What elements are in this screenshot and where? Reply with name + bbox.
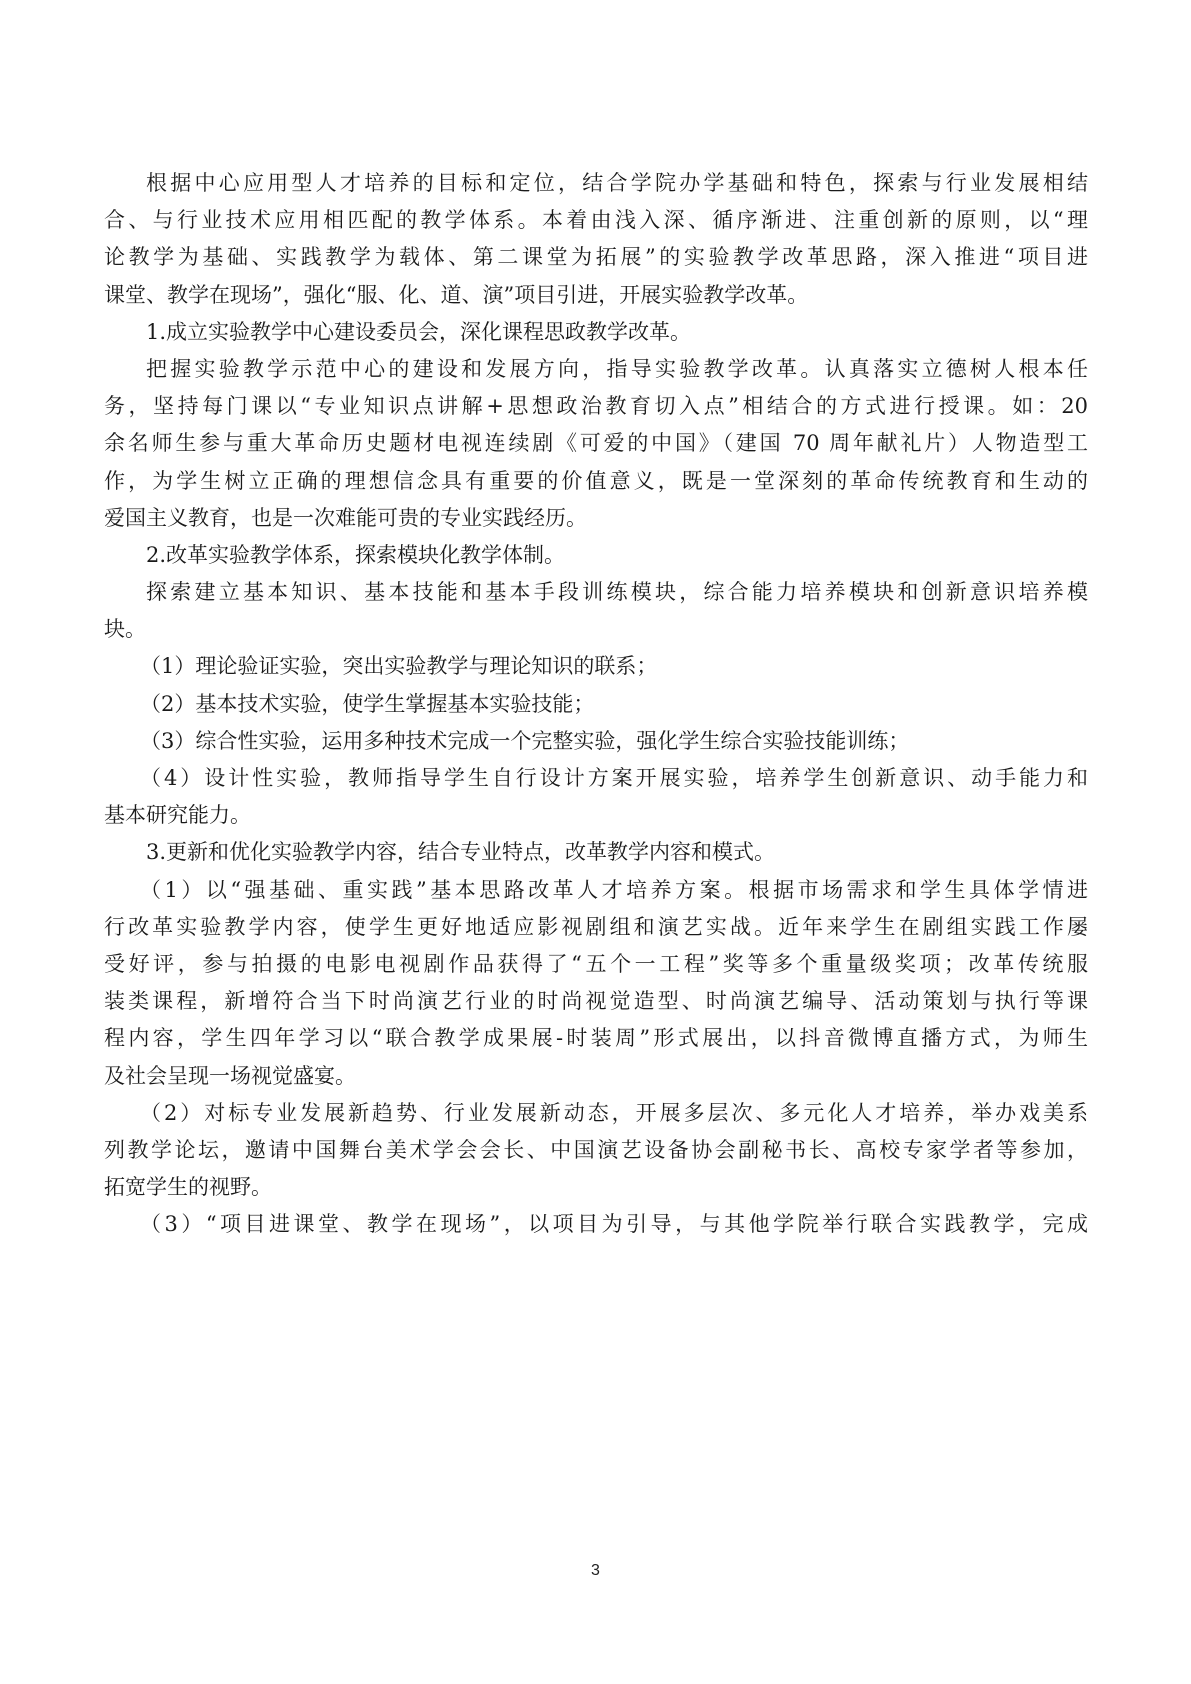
- page-number: 3: [591, 1562, 600, 1579]
- text-line: （1）理论验证实验，突出实验教学与理论知识的联系；: [140, 654, 658, 679]
- text-line: 程内容，学生四年学习以“联合教学成果展-时装周”形式展出，以抖音微博直播方式，为师生: [104, 1026, 1088, 1051]
- text-line: 论教学为基础、实践教学为载体、第二课堂为拓展”的实验教学改革思路，深入推进“项目进: [104, 245, 1088, 270]
- text-line: 行改革实验教学内容，使学生更好地适应影视剧组和演艺实战。近年来学生在剧组实践工作屡: [104, 914, 1088, 939]
- text-line: （2）基本技术实验，使学生掌握基本实验技能；: [140, 691, 595, 716]
- text-line: 务，坚持每门课以“专业知识点讲解+思想政治教育切入点”相结合的方式进行授课。如：20: [104, 394, 1088, 419]
- section-heading-3: [104, 834, 1094, 871]
- text-line: 基本研究能力。: [104, 803, 251, 828]
- text-line: 拓宽学生的视野。: [104, 1175, 272, 1200]
- text-line: 块。: [104, 617, 146, 642]
- list-item: [104, 686, 1094, 723]
- text-line: （2）对标专业发展新趋势、行业发展新动态，开展多层次、多元化人才培养，举办戏美系: [140, 1100, 1088, 1125]
- text-line: 装类课程，新增符合当下时尚演艺行业的时尚视觉造型、时尚演艺编导、活动策划与执行等课: [104, 989, 1088, 1014]
- section-heading-2: [104, 537, 1094, 574]
- text-line: 爱国主义教育，也是一次难能可贵的专业实践经历。: [104, 505, 587, 530]
- text-line: （1）以“强基础、重实践”基本思路改革人才培养方案。根据市场需求和学生具体学情进: [140, 877, 1088, 902]
- text-line: 作，为学生树立正确的理想信念具有重要的价值意义，既是一堂深刻的革命传统教育和生动的: [104, 468, 1088, 493]
- text-line: 课堂、教学在现场”，强化“服、化、道、演”项目引进，开展实验教学改革。: [104, 282, 809, 307]
- text-line: （3）综合性实验，运用多种技术完成一个完整实验，强化学生综合实验技能训练；: [140, 728, 910, 753]
- paragraph-intro: [104, 165, 1094, 314]
- text-line: （3）“项目进课堂、教学在现场”，以项目为引导，与其他学院举行联合实践教学，完成: [140, 1212, 1088, 1237]
- list-item: [104, 1095, 1094, 1207]
- list-item: [104, 760, 1094, 834]
- text-line: 列教学论坛，邀请中国舞台美术学会会长、中国演艺设备协会副秘书长、高校专家学者等参加，: [104, 1137, 1088, 1162]
- heading-line: 3.更新和优化实验教学内容，结合专业特点，改革教学内容和模式。: [146, 840, 776, 865]
- paragraph-modules: [104, 574, 1094, 648]
- text-line: 合、与行业技术应用相匹配的教学体系。本着由浅入深、循序渐进、注重创新的原则，以“理: [104, 208, 1088, 233]
- text-line: 根据中心应用型人才培养的目标和定位，结合学院办学基础和特色，探索与行业发展相结: [146, 171, 1088, 195]
- document-body: [104, 165, 1094, 1243]
- heading-line: 1.成立实验教学中心建设委员会，深化课程思政教学改革。: [146, 319, 692, 344]
- text-line: 把握实验教学示范中心的建设和发展方向，指导实验教学改革。认真落实立德树人根本任: [146, 356, 1088, 381]
- text-line: 余名师生参与重大革命历史题材电视连续剧《可爱的中国》（建国 70 周年献礼片）人物造型工: [104, 431, 1088, 456]
- paragraph-ideology: [104, 351, 1094, 537]
- text-line: 及社会呈现一场视觉盛宴。: [104, 1063, 356, 1088]
- text-line: 探索建立基本知识、基本技能和基本手段训练模块，综合能力培养模块和创新意识培养模: [146, 580, 1088, 605]
- list-item: [104, 872, 1094, 1095]
- list-item: [104, 723, 1094, 760]
- text-line: 受好评，参与拍摄的电影电视剧作品获得了“五个一工程”奖等多个重量级奖项；改革传统服: [104, 951, 1088, 976]
- section-heading-1: [104, 314, 1094, 351]
- list-item: [104, 648, 1094, 685]
- text-line: （4）设计性实验，教师指导学生自行设计方案开展实验，培养学生创新意识、动手能力和: [140, 766, 1088, 790]
- list-item: [104, 1206, 1094, 1243]
- heading-line: 2.改革实验教学体系，探索模块化教学体制。: [146, 542, 566, 567]
